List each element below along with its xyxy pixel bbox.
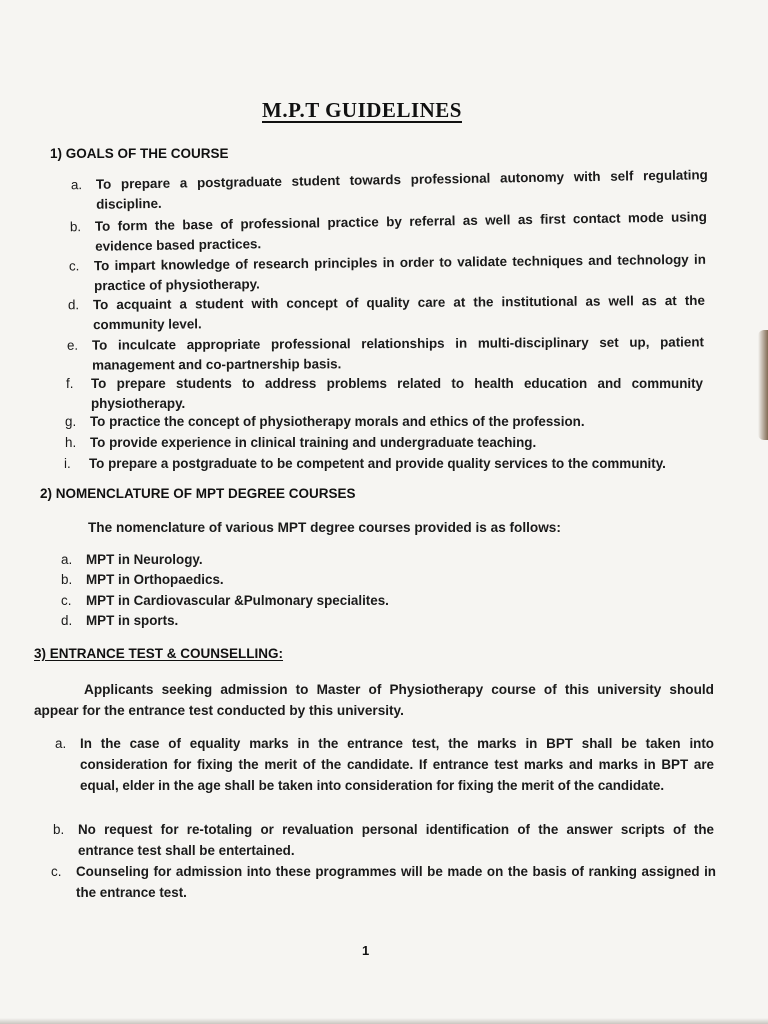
section-heading-nomenclature: 2) NOMENCLATURE OF MPT DEGREE COURSES (40, 486, 356, 501)
list-item-text: MPT in Cardiovascular &Pulmonary specialites. (86, 593, 389, 608)
list-item (61, 550, 586, 570)
list-marker: h. (65, 435, 77, 450)
section-intro: The nomenclature of various MPT degree courses provided is as follows: (88, 520, 561, 535)
page-edge-shadow (758, 330, 768, 440)
list-marker: b. (61, 572, 73, 587)
list-item (67, 291, 705, 335)
list-item (65, 412, 710, 432)
list-item (53, 819, 714, 861)
list-item-text: To provide experience in clinical training and undergraduate teaching. (90, 435, 537, 450)
list-item-text: To prepare a postgraduate student towards professional autonomy with self regulating discipline. (95, 167, 708, 212)
page-number: 1 (362, 943, 370, 958)
list-item (69, 207, 708, 257)
list-item (64, 454, 714, 474)
list-item (51, 861, 716, 903)
list-marker: g. (65, 414, 77, 429)
list-item-text: MPT in Neurology. (86, 552, 203, 567)
section-intro: Applicants seeking admission to Master of Physiotherapy course of this university should appear for the entrance test conducted by this university. (34, 682, 714, 718)
list-item (55, 733, 714, 796)
list-item (61, 591, 586, 611)
list-marker: c. (61, 593, 72, 608)
list-item-text: No request for re-totaling or revaluation personal identification of the answer scripts of the entrance test shall be entertained. (78, 822, 714, 858)
list-marker: e. (66, 337, 79, 353)
list-item-text: To inculcate appropriate professional relationships in multi-disciplinary set up, patient management and co-partnership basis. (91, 334, 704, 373)
page-bottom-edge (0, 1018, 768, 1024)
list-item-text: To prepare a postgraduate to be competent and provide quality services to the community. (89, 456, 666, 471)
section-heading-entrance: 3) ENTRANCE TEST & COUNSELLING: (34, 646, 284, 661)
list-item-text: To impart knowledge of research principles in order to validate techniques and technology in practice of physiotherapy. (93, 251, 706, 294)
list-marker: d. (67, 297, 80, 313)
list-item (61, 570, 586, 590)
list-item (68, 250, 706, 296)
list-item-text: To acquaint a student with concept of quality care at the institutional as well as at the community level. (92, 292, 705, 333)
list-marker: a. (55, 736, 67, 751)
list-marker: a. (61, 552, 73, 567)
document-title: M.P.T GUIDELINES (262, 98, 462, 122)
list-marker: b. (69, 219, 82, 235)
list-item-text: In the case of equality marks in the entrance test, the marks in BPT shall be taken into consideration for fixing the merit of the candidate. If entrance test marks and marks in BPT are equal, elder in the age shall be taken into consideration for fixing the merit of the candidate. (80, 736, 714, 793)
list-item-text: To form the base of professional practice by referral as well as first contact mode using evidence based practices. (94, 209, 707, 254)
list-item (61, 611, 586, 631)
list-item (70, 165, 709, 215)
list-item (65, 433, 710, 453)
list-item (66, 332, 704, 375)
list-item-text: Counseling for admission into these programmes will be made on the basis of ranking assigned in the entrance test. (76, 864, 716, 900)
section-heading-goals: 1) GOALS OF THE COURSE (50, 146, 229, 161)
list-item-text: To prepare students to address problems related to health education and community physiotherapy. (91, 376, 703, 411)
list-marker: c. (68, 258, 80, 274)
list-item-text: MPT in Orthopaedics. (86, 572, 224, 587)
list-marker: d. (61, 613, 73, 628)
list-marker: b. (53, 822, 65, 837)
list-marker: c. (51, 864, 62, 879)
list-item (66, 374, 703, 414)
list-item-text: To practice the concept of physiotherapy morals and ethics of the profession. (90, 414, 585, 429)
list-marker: f. (66, 376, 74, 391)
list-marker: a. (70, 177, 83, 193)
list-marker: i. (64, 456, 71, 471)
list-item-text: MPT in sports. (86, 613, 179, 628)
